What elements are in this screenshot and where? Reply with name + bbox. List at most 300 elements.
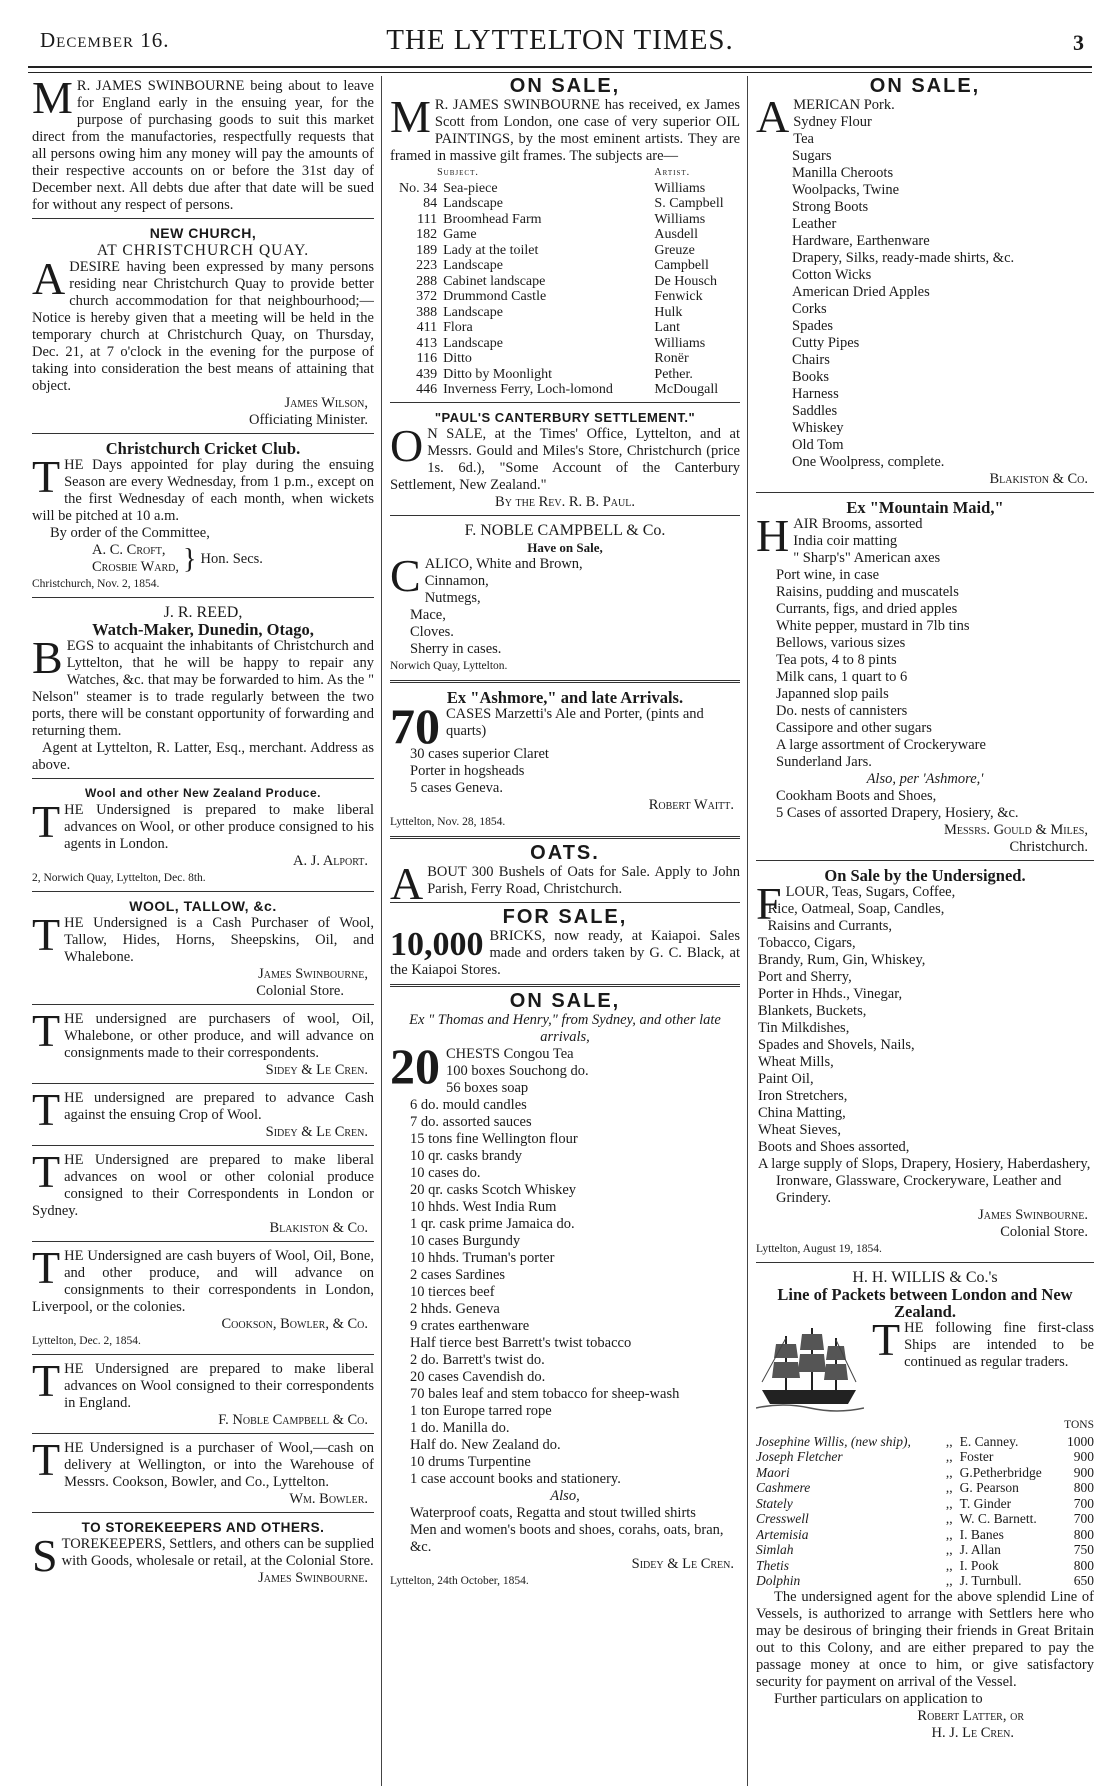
advert-heading: On Sale by the Undersigned.: [824, 866, 1026, 885]
column-header: Artist.: [654, 167, 691, 178]
list-item: 7 do. assorted sauces: [410, 1113, 532, 1130]
list-item: 20 cases Cavendish do.: [410, 1368, 546, 1385]
signature: James Swinbourne.: [978, 1207, 1088, 1223]
list-item: Wheat Mills,: [758, 1054, 834, 1070]
advert-heading: FOR SALE,: [502, 905, 628, 928]
ship-name: Joseph Fletcher: [756, 1449, 843, 1464]
list-item: 1 do. Manilla do.: [410, 1419, 510, 1436]
dateline: Norwich Quay, Lyttelton.: [390, 659, 508, 672]
advert-heading: WOOL, TALLOW, &c.: [129, 898, 277, 914]
table-row: [756, 1496, 1094, 1512]
first-item: CHESTS Congou Tea: [446, 1045, 574, 1062]
drop-cap: T: [872, 1314, 901, 1365]
list-item: Tea: [793, 131, 814, 147]
painting-subject: Drummond Castle: [443, 289, 547, 304]
advert-noble-campbell-sale: [390, 522, 740, 675]
advert-subheading: Have on Sale,: [527, 539, 603, 555]
first-item: ALICO, White and Brown,: [424, 555, 583, 572]
advert-text: EGS to acquaint the inhabitants of Christchurch and Lyttelton, that he will be happy to repair any Watches, &c. that may be forwarded to him. As the " Nelson" steamer is to trade regularly between the two ports, there will be constant opportunity of forwarding and returning them.: [32, 638, 374, 739]
drop-cap: T: [32, 1242, 61, 1293]
painting-no: 288: [416, 273, 438, 289]
list-item: Tin Milkdishes,: [758, 1020, 850, 1036]
advert-text: R. JAMES SWINBOURNE has received, ex James Scott from London, one case of very superior OIL PAINTINGS, by the most eminent artists. They are framed in massive gilt frames. The subjects are—: [390, 97, 740, 164]
further-particulars: Further particulars on application to: [774, 1690, 983, 1707]
advert-bricks: [390, 905, 740, 979]
item-list: [390, 746, 740, 797]
advert-cricket-club: Christchurch Cricket Club. T HE Days appointed for play during the ensuing Season are every Wednesday, from 1 p.m., except on the first Wednesday of each month, when wickets will be pitched at 10 a.m. By order of the Committee, A. C. Croft, Crosbie Ward, } Hon. Secs. Christchurch, Nov. 2, 1854.: [32, 440, 374, 593]
list-item: Spades: [792, 318, 834, 334]
list-item: Tea pots, 4 to 8 pints: [776, 652, 897, 668]
list-item: Leather: [792, 216, 837, 232]
advert-text: HE Undersigned are cash buyers of Wool, Oil, Bone, and other produce, and will advance on consignments to their correspondents in London, Liverpool, or the colonies.: [32, 1248, 374, 1315]
painting-subject: Broomhead Farm: [443, 211, 542, 227]
list-item: Raisins, pudding and muscatels: [776, 584, 959, 600]
list-item: Wheat Sieves,: [758, 1122, 841, 1138]
dateline: Lyttelton, August 19, 1854.: [756, 1243, 882, 1255]
list-item: Cotton Wicks: [792, 267, 872, 283]
ditto-mark: ,,: [945, 1480, 953, 1495]
ditto-mark: ,,: [945, 1495, 953, 1511]
ship-tons: 1000: [1067, 1433, 1094, 1449]
table-row: [756, 1542, 1094, 1558]
painting-artist: Campbell: [654, 258, 709, 273]
table-row: [390, 382, 740, 398]
painting-no: 411: [416, 320, 438, 335]
advert-undersigned-sale: [756, 867, 1094, 1258]
list-item: Chairs: [792, 352, 830, 368]
list-item: American Dried Apples: [792, 284, 930, 300]
list-item: Sherry in cases.: [410, 640, 502, 657]
advert-heading: J. R. REED,: [163, 604, 243, 621]
advert-oil-paintings: [390, 78, 740, 398]
table-row: [390, 258, 740, 274]
list-item: Strong Boots: [792, 199, 869, 215]
ship-master: E. Canney.: [959, 1433, 1019, 1449]
list-item: Sugars: [792, 148, 832, 164]
list-item: 10 drums Turpentine: [410, 1453, 531, 1470]
signature-place: Colonial Store.: [256, 983, 344, 999]
advert-noble-campbell-wool: [32, 1355, 374, 1429]
ship-master: J. Turnbull.: [959, 1573, 1022, 1588]
list-item: " Sharp's" American axes: [793, 550, 941, 566]
advert-text: R. JAMES SWINBOURNE being about to leave for England early in the ensuing year, for the purpose of purchasing goods to suit this market direct from the manufactories, respectfully requests that all persons owing him any money will pay the amounts of their respective accounts on or before the 31st day of December next. All debts due after that date will be sued for without any respect of persons.: [32, 78, 374, 213]
advert-blakiston: [32, 1146, 374, 1237]
painting-subject: Landscape: [443, 258, 503, 273]
quantity-large: 20: [390, 1037, 440, 1094]
list-item: 70 bales leaf and stem tobacco for sheep-wash: [410, 1385, 680, 1402]
list-item: Japanned slop pails: [776, 686, 889, 702]
ditto-mark: ,,: [945, 1542, 953, 1557]
column-3: [756, 78, 1094, 1786]
list-item: 2 hhds. Geneva: [410, 1300, 500, 1317]
byline: By the Rev. R. B. Paul.: [495, 493, 635, 510]
list-item: Manilla Cheroots: [792, 165, 894, 181]
advert-new-church: [32, 225, 374, 429]
advert-wool-tallow: [32, 898, 374, 1000]
list-item: 10 cases do.: [410, 1164, 481, 1181]
painting-subject: Landscape: [443, 335, 503, 351]
ship-tons: 750: [1073, 1542, 1094, 1557]
signature: Wm. Bowler.: [289, 1491, 368, 1507]
drop-cap: T: [32, 451, 61, 502]
advert-text: HE Undersigned is prepared to make liberal advances on Wool, or other produce consigned to his agents in London.: [64, 802, 374, 852]
ship-name: Thetis: [756, 1557, 790, 1573]
table-row: [756, 1449, 1094, 1465]
secretary-name: A. C. Croft,: [92, 542, 166, 558]
drop-cap: T: [32, 1084, 61, 1135]
table-row: [390, 336, 740, 352]
advert-sidey-advance: [32, 1084, 374, 1141]
dateline: Lyttelton, 24th October, 1854.: [390, 1574, 529, 1587]
signature-place: Christchurch.: [1009, 839, 1088, 855]
painting-no: 439: [416, 366, 438, 382]
painting-subject: Lady at the toilet: [443, 242, 539, 258]
ship-tons: 650: [1073, 1573, 1094, 1588]
drop-cap: B: [32, 632, 63, 683]
list-item: Saddles: [792, 403, 838, 419]
list-item: 9 crates earthenware: [410, 1317, 530, 1334]
ditto-mark: ,,: [945, 1573, 953, 1588]
list-item: 10 qr. casks brandy: [410, 1147, 522, 1164]
list-item: Cloves.: [410, 623, 454, 640]
signature: Cookson, Bowler, & Co.: [221, 1316, 368, 1332]
list-item: Milk cans, 1 quart to 6: [776, 669, 908, 685]
ship-master: T. Ginder: [959, 1495, 1012, 1511]
agent-name: H. J. Le Cren.: [931, 1724, 1014, 1741]
drop-cap: F: [756, 878, 782, 929]
drop-cap: M: [390, 91, 431, 142]
painting-artist: Ausdell: [654, 227, 698, 242]
painting-artist: Fenwick: [654, 289, 703, 304]
page-number: 3: [1073, 30, 1084, 55]
ship-name: Maori: [756, 1464, 790, 1480]
table-row: [390, 274, 740, 290]
painting-artist: Greuze: [654, 242, 695, 258]
agent-name: Robert Latter, or: [917, 1707, 1024, 1724]
painting-artist: Pether.: [654, 366, 693, 382]
advert-pauls-canterbury: [390, 409, 740, 511]
list-item: Cookham Boots and Shoes,: [776, 788, 937, 804]
advert-heading: ON SALE,: [509, 78, 621, 97]
advert-cookson-bowler: [32, 1242, 374, 1350]
advert-reed-watchmaker: [32, 604, 374, 774]
signature: Messrs. Gould & Miles,: [943, 822, 1088, 838]
list-item: Tobacco, Cigars,: [758, 935, 856, 951]
ship-name: Simlah: [756, 1542, 794, 1557]
item-list: [756, 114, 1094, 471]
signature: Robert Waitt.: [648, 796, 734, 813]
tons-header: TONS: [1064, 1419, 1094, 1431]
advert-heading: NEW CHURCH,: [149, 225, 257, 241]
drop-cap: T: [32, 796, 61, 847]
signature: Sidey & Le Cren.: [631, 1555, 734, 1572]
advert-text: HE undersigned are purchasers of wool, Oil, Whalebone, or other produce, and will advance on consignments made to their correspondents.: [64, 1011, 374, 1061]
signature: Sidey & Le Cren.: [265, 1062, 368, 1078]
ship-tons: 800: [1073, 1480, 1094, 1495]
advert-text: HE Undersigned are prepared to make liberal advances on wool or other colonial produce consigned to their Correspondents in London or Sydney.: [32, 1152, 374, 1219]
painting-no: 372: [416, 289, 438, 304]
list-item: Iron Stretchers,: [758, 1088, 848, 1104]
first-item: MERICAN Pork.: [793, 97, 895, 113]
painting-no: 182: [416, 227, 438, 242]
item-list: [756, 533, 1094, 771]
item-list: [390, 1063, 740, 1488]
list-item: Old Tom: [792, 437, 844, 453]
list-item: 56 boxes soap: [446, 1079, 529, 1096]
drop-cap: C: [390, 549, 421, 601]
table-row: [390, 181, 740, 197]
ditto-mark: ,,: [945, 1526, 953, 1542]
first-item: CASES Marzetti's Ale and Porter, (pints and quarts): [446, 705, 704, 739]
dateline: Lyttelton, Dec. 2, 1854.: [32, 1335, 141, 1347]
drop-cap: M: [32, 78, 73, 123]
painting-no: 84: [423, 196, 438, 211]
list-item: One Woolpress, complete.: [792, 454, 945, 470]
ship-name: Dolphin: [756, 1573, 801, 1588]
signature: James Swinbourne.: [258, 1570, 368, 1586]
dateline: Lyttelton, Nov. 28, 1854.: [390, 815, 506, 828]
list-item: Paint Oil,: [758, 1071, 814, 1087]
issue-date: December 16.: [40, 28, 170, 52]
painting-artist: McDougall: [654, 382, 719, 397]
signature: Blakiston & Co.: [989, 471, 1088, 487]
ship-tons: 900: [1073, 1449, 1094, 1464]
advert-subheading: Watch-Maker, Dunedin, Otago,: [92, 620, 314, 639]
column-divider: [381, 76, 382, 1786]
list-item: Spades and Shovels, Nails,: [758, 1037, 915, 1053]
advert-heading: OATS.: [530, 841, 600, 864]
signature: Blakiston & Co.: [269, 1220, 368, 1236]
ditto-mark: ,,: [945, 1464, 953, 1480]
table-row: [390, 351, 740, 367]
ditto-mark: ,,: [945, 1449, 953, 1464]
ditto-mark: ,,: [945, 1557, 953, 1573]
drop-cap: T: [32, 1146, 61, 1197]
advert-oats: [390, 841, 740, 909]
table-row: [390, 227, 740, 243]
list-item: Sunderland Jars.: [776, 754, 872, 770]
painting-artist: Williams: [654, 335, 706, 351]
ship-name: Artemisia: [756, 1526, 809, 1542]
drop-cap: T: [32, 909, 61, 960]
table-row: [756, 1465, 1094, 1481]
list-item: Boots and Shoes assorted,: [758, 1139, 910, 1155]
drop-cap: T: [32, 1434, 61, 1485]
advert-sidey-sale: [390, 989, 740, 1590]
first-item: AIR Brooms, assorted: [793, 516, 923, 532]
table-row: [756, 1527, 1094, 1543]
advert-storekeepers: [32, 1519, 374, 1587]
ship-name: Stately: [756, 1495, 793, 1511]
list-item: 2 cases Sardines: [410, 1266, 506, 1283]
list-item: Bellows, various sizes: [776, 635, 906, 651]
drop-cap: T: [32, 1355, 61, 1406]
painting-subject: Inverness Ferry, Loch-lomond: [443, 382, 613, 397]
secretary-name: Crosbie Ward,: [92, 559, 180, 575]
advert-mountain-maid: [756, 499, 1094, 856]
advert-heading: TO STOREKEEPERS AND OTHERS.: [81, 1520, 325, 1535]
advert-heading: H. H. WILLIS & Co.'s: [852, 1269, 998, 1286]
ship-name: Cashmere: [756, 1480, 811, 1495]
painting-no: 111: [417, 211, 438, 227]
also-label: Also,: [550, 1487, 580, 1504]
list-item: Half tierce best Barrett's twist tobacco: [410, 1334, 632, 1351]
painting-artist: Williams: [654, 180, 706, 196]
agent-line: Agent at Lyttelton, R. Latter, Esq., merchant. Address as above.: [32, 740, 374, 773]
painting-subject: Ditto by Moonlight: [443, 366, 553, 382]
list-item: 2 do. Barrett's twist do.: [410, 1351, 545, 1368]
drop-cap: H: [756, 510, 790, 561]
list-item: Drapery, Silks, ready-made shirts, &c.: [792, 250, 1015, 266]
first-item: LOUR, Teas, Sugars, Coffee,: [785, 884, 956, 900]
table-row: [390, 289, 740, 305]
advert-text: BRICKS, now ready, at Kaiapoi. Sales made and orders taken by G. C. Black, at the Kaiapoi Stores.: [390, 927, 740, 978]
signature: A. J. Alport.: [293, 853, 368, 869]
advert-sidey-purchasers: [32, 1005, 374, 1079]
advert-heading: Ex "Mountain Maid,": [846, 498, 1004, 517]
table-row: [390, 243, 740, 259]
list-item: 10 tierces beef: [410, 1283, 495, 1300]
advert-text: N SALE, at the Times' Office, Lyttelton, and at Messrs. Gould and Miles's Store, Christchurch (price 1s. 6d.), "Some Account of the Canterbury Settlement, New Zealand.": [390, 425, 740, 493]
ship-master: W. C. Barnett.: [959, 1511, 1037, 1526]
painting-artist: De Housch: [654, 273, 718, 289]
table-row: [390, 320, 740, 336]
ship-master: I. Banes: [959, 1526, 1004, 1542]
advert-text: HE Undersigned is a Cash Purchaser of Wool, Tallow, Hides, Horns, Sheepskins, Oil, and Whalebone.: [64, 915, 374, 965]
painting-subject: Sea-piece: [443, 180, 498, 196]
ship-tons: 800: [1073, 1526, 1094, 1542]
also-list: [756, 788, 1094, 822]
signature-title: Officiating Minister.: [249, 412, 368, 428]
dateline: 2, Norwich Quay, Lyttelton, Dec. 8th.: [32, 872, 206, 884]
ship-tons: 800: [1073, 1557, 1094, 1573]
advert-text: HE undersigned are prepared to advance Cash against the ensuing Crop of Wool.: [64, 1090, 374, 1123]
painting-subject: Cabinet landscape: [443, 273, 546, 289]
advert-heading: Wool and other New Zealand Produce.: [85, 786, 321, 800]
list-item: Currants, figs, and dried apples: [776, 601, 958, 617]
list-item: Mace,: [410, 606, 446, 623]
painting-no: 116: [416, 351, 438, 366]
item-list: [390, 573, 740, 658]
list-item: Harness: [792, 386, 839, 402]
ship-master: Foster: [959, 1449, 994, 1464]
list-item: 100 boxes Souchong do.: [446, 1062, 589, 1079]
list-item: Books: [792, 369, 830, 385]
painting-artist: Hulk: [654, 304, 683, 320]
painting-subject: Game: [443, 227, 477, 242]
dateline: Christchurch, Nov. 2, 1854.: [32, 578, 160, 590]
ships-table: [756, 1418, 1094, 1589]
list-item: 10 hhds. Truman's porter: [410, 1249, 555, 1266]
table-row: [390, 212, 740, 228]
list-item: Port and Sherry,: [758, 969, 852, 985]
advert-bowler: [32, 1434, 374, 1508]
list-item: 1 ton Europe tarred rope: [410, 1402, 552, 1419]
advert-text: The undersigned agent for the above splendid Line of Vessels, is authorized to arrange with Settlers here who may be desirous of bringing their friends in Great Britain out to this Colony, and are either prepared to pay the passage money at once to him, or give satisfactory security for payment on arrival of the Vessel.: [756, 1588, 1094, 1690]
painting-no: 413: [416, 335, 438, 351]
quantity-large: 10,000: [390, 925, 484, 963]
quantity-large: 70: [390, 697, 440, 754]
column-1: [32, 78, 374, 1786]
painting-no: 388: [416, 304, 438, 320]
list-item: A large supply of Slops, Drapery, Hosiery, Haberdashery, Ironware, Glassware, Crockeryware, Leather and Grindery.: [758, 1156, 1091, 1206]
signature: James Swinbourne,: [258, 966, 368, 982]
painting-no: 189: [416, 242, 438, 258]
painting-no: No. 34: [399, 180, 438, 196]
list-item: Cassipore and other sugars: [776, 720, 932, 736]
list-item: Sydney Flour: [793, 114, 872, 130]
painting-subject: Landscape: [443, 304, 503, 320]
list-item: 6 do. mould candles: [410, 1096, 527, 1113]
secretaries-label: Hon. Secs.: [200, 550, 263, 567]
list-item: Woolpacks, Twine: [792, 182, 900, 198]
list-item: 5 Cases of assorted Drapery, Hosiery, &c.: [776, 805, 1019, 821]
paintings-table: [390, 165, 740, 398]
advert-swinbourne-leaving: [32, 78, 374, 214]
painting-artist: Ronër: [654, 351, 689, 366]
also-list: [390, 1505, 740, 1556]
ditto-mark: ,,: [945, 1511, 953, 1526]
masthead-rule: [28, 66, 1092, 73]
table-row: [390, 305, 740, 321]
advert-blakiston-sale: [756, 78, 1094, 488]
table-row: [756, 1480, 1094, 1496]
table-row: [756, 1573, 1094, 1589]
painting-subject: Ditto: [443, 351, 472, 366]
advert-willis-packets: [756, 1269, 1094, 1742]
list-item: 15 tons fine Wellington flour: [410, 1130, 578, 1147]
advert-subheading: Ex " Thomas and Henry," from Sydney, and other late arrivals,: [409, 1011, 721, 1045]
list-item: Waterproof coats, Regatta and stout twilled shirts: [410, 1504, 696, 1521]
list-item: 10 cases Burgundy: [410, 1232, 521, 1249]
list-item: Porter in hogsheads: [410, 762, 525, 779]
signature-place: Colonial Store.: [1000, 1224, 1088, 1240]
drop-cap: O: [390, 419, 424, 471]
painting-no: 223: [416, 258, 438, 273]
advert-subheading: Line of Packets between London and New Zealand.: [777, 1285, 1073, 1321]
column-header: Subject.: [437, 167, 479, 178]
list-item: 1 qr. cask prime Jamaica do.: [410, 1215, 575, 1232]
advert-heading: Christchurch Cricket Club.: [105, 439, 301, 458]
list-item: Whiskey: [792, 420, 844, 436]
drop-cap: S: [32, 1530, 58, 1581]
ship-master: J. Allan: [959, 1542, 1001, 1557]
list-item: 20 qr. casks Scotch Whiskey: [410, 1181, 577, 1198]
list-item: Porter in Hhds., Vinegar,: [758, 986, 903, 1002]
list-item: Cutty Pipes: [792, 335, 860, 351]
advert-text: HE Undersigned are prepared to make liberal advances on Wool consigned to their correspondents in England.: [64, 1361, 374, 1411]
ship-master: G.Petherbridge: [959, 1464, 1042, 1480]
column-divider: [747, 76, 748, 1786]
list-item: Rice, Oatmeal, Soap, Candles,: [767, 901, 945, 917]
advert-heading: Ex "Ashmore," and late Arrivals.: [446, 687, 684, 707]
list-item: Nutmegs,: [424, 589, 481, 606]
list-item: Do. nests of cannisters: [776, 703, 908, 719]
ship-tons: 900: [1073, 1464, 1094, 1480]
painting-artist: S. Campbell: [654, 196, 724, 211]
painting-subject: Flora: [443, 320, 473, 335]
ship-master: G. Pearson: [959, 1480, 1019, 1495]
advert-text: HE following fine first-class Ships are intended to be continued as regular traders.: [904, 1320, 1094, 1370]
list-item: Corks: [792, 301, 827, 317]
list-item: Port wine, in case: [776, 567, 880, 583]
list-item: 5 cases Geneva.: [410, 779, 503, 796]
list-item: White pepper, mustard in 7lb tins: [776, 618, 970, 634]
table-row: [756, 1558, 1094, 1574]
list-item: Men and women's boots and shoes, corahs, oats, bran, &c.: [410, 1521, 724, 1555]
list-item: 30 cases superior Claret: [410, 745, 549, 762]
sailing-ship-icon: [756, 1320, 864, 1416]
